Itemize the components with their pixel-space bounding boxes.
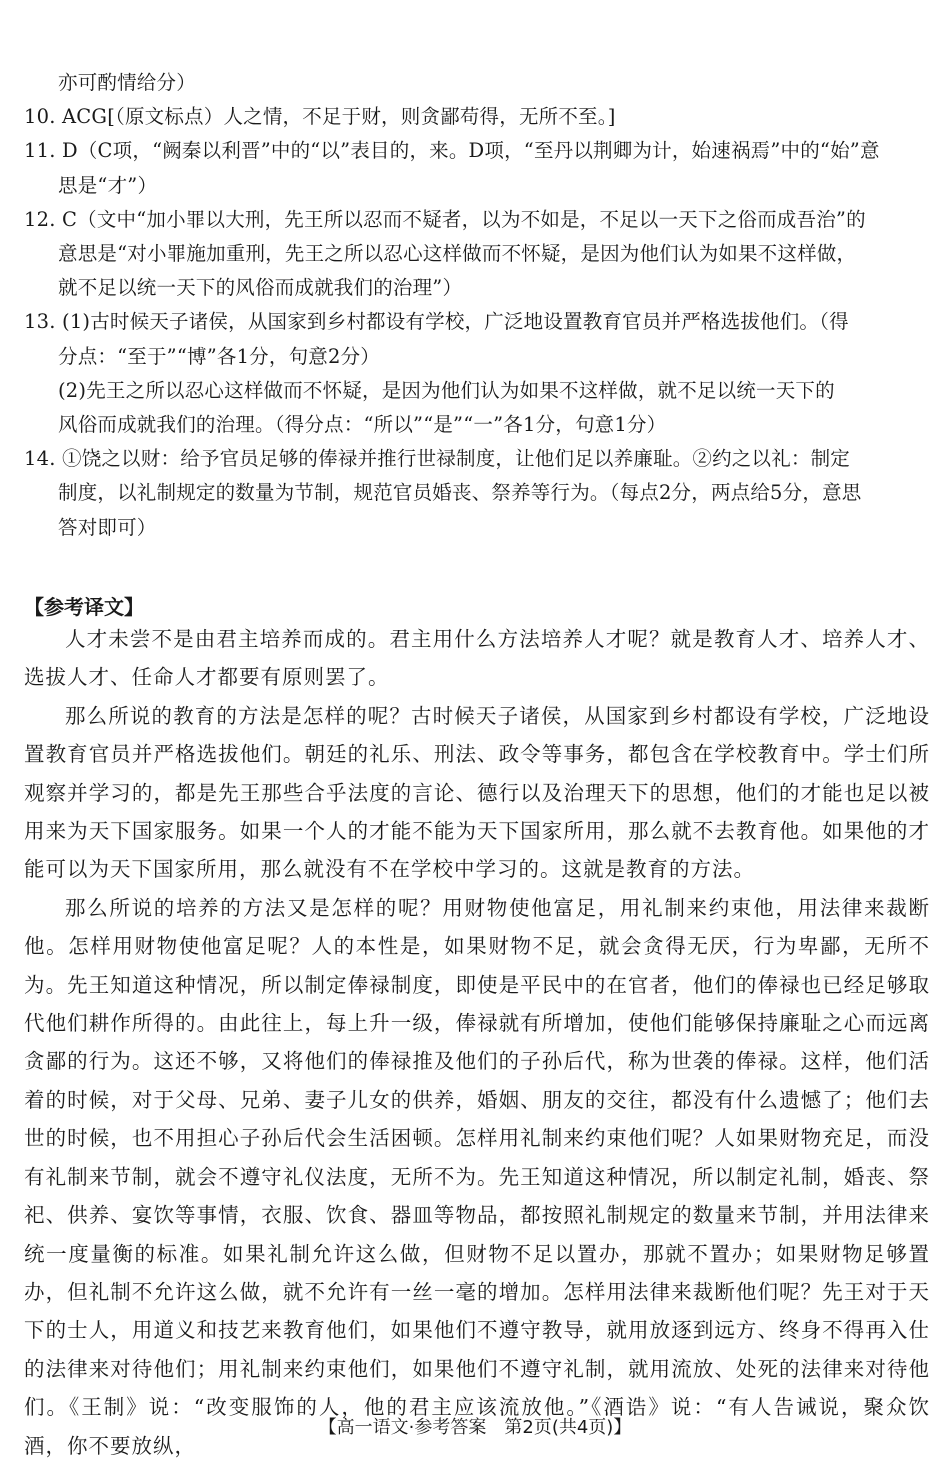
translation-paragraph-2: 那么所说的教育的方法是怎样的呢？古时候天子诸侯，从国家到乡村都设有学校，广泛地设置教育官员并严格选拔他们。朝廷的礼乐、刑法、政令等事务，都包含在学校教育中。学士们所观察并学习的，都是先王那些合乎法度的言论、德行以及治理天下的思想，他们的才能也足以被用来为天下国家服务。如果一个人的才能不能为天下国家所用，那么就不去教育他。如果他的才能可以为天下国家所用，那么就没有不在学校中学习的。这就是教育的方法。 bbox=[24, 703, 930, 882]
answer-14-line-1: 14. ①饶之以财：给予官员足够的俸禄并推行世禄制度，让他们足以养廉耻。②约之以礼：制定 bbox=[24, 447, 851, 471]
answer-list bbox=[24, 66, 930, 545]
answer-11-line-2: 思是“才”） bbox=[58, 173, 158, 197]
translation-paragraph-3: 那么所说的培养的方法又是怎样的呢？用财物使他富足，用礼制来约束他，用法律来裁断他。怎样用财物使他富足呢？人的本性是，如果财物不足，就会贪得无厌，行为卑鄙，无所不为。先王知道这种情况，所以制定俸禄制度，即使是平民中的在官者，他们的俸禄也已经足够取代他们耕作所得的。由此往上，每上升一级，俸禄就有所增加，使他们能够保持廉耻之心而远离贪鄙的行为。这还不够，又将他们的俸禄推及他们的子孙后代，称为世袭的俸禄。这样，他们活着的时候，对于父母、兄弟、妻子儿女的供养，婚姻、朋友的交往，都没有什么遗憾了；他们去世的时候，也不用担心子孙后代会生活困顿。怎样用礼制来约束他们呢？人如果财物充足，而没有礼制来节制，就会不遵守礼仪法度，无所不为。先王知道这种情况，所以制定礼制，婚丧、祭祀、供养、宴饮等事情，衣服、饮食、器皿等物品，都按照礼制规定的数量来节制，并用法律来统一度量衡的标准。如果礼制允许这么做，但财物不足以置办，那就不置办；如果财物足够置办，但礼制不允许这么做，就不允许有一丝一毫的增加。怎样用法律来裁断他们呢？先王对于天下的士人，用道义和技艺来教育他们，如果他们不遵守教导，就用放逐到远方、终身不得再入仕的法律来对待他们；用礼制来约束他们，如果他们不遵守礼制，就用流放、处死的法律来对待他们。《王制》说：“改变服饰的人，他的君主应该流放他。”《酒诰》说：“有人告诫说，聚众饮酒，你不要放纵， bbox=[24, 895, 930, 1458]
answer-12-line-3: 就不足以统一天下的风俗而成就我们的治理”） bbox=[58, 276, 463, 300]
answer-11-line-1: 11. D（C项，“阙秦以利晋”中的“以”表目的，来。D项，“至丹以荆卿为计，始速祸焉”中的“始”意 bbox=[24, 139, 880, 163]
translation-paragraph-1: 人才未尝不是由君主培养而成的。君主用什么方法培养人才呢？就是教育人才、培养人才、选拔人才、任命人才都要有原则罢了。 bbox=[24, 627, 930, 690]
translation-heading: 【参考译文】 bbox=[24, 595, 144, 619]
translation-body bbox=[24, 620, 930, 1465]
answer-14-line-3: 答对即可） bbox=[58, 515, 157, 539]
answer-13-line-3: (2)先王之所以忍心这样做而不怀疑，是因为他们认为如果不这样做，就不足以统一天下的 bbox=[58, 378, 835, 402]
answer-12-line-1: 12. C（文中“加小罪以大刑，先王所以忍而不疑者，以为不如是，不足以一天下之俗而成吾治”的 bbox=[24, 207, 866, 231]
answer-13-line-1: 13. (1)古时候天子诸侯，从国家到乡村都设有学校，广泛地设置教育官员并严格选拔他们。（得 bbox=[24, 310, 849, 334]
answer-10: 10. ACG[（原文标点）人之情，不足于财，则贪鄙苟得，无所不至。] bbox=[24, 105, 616, 129]
answer-13-line-2: 分点：“至于”“博”各1分，句意2分） bbox=[58, 344, 380, 368]
page-footer: 【高一语文·参考答案 第2页(共4页)】 bbox=[318, 1417, 632, 1438]
answer-12-line-2: 意思是“对小罪施加重刑，先王之所以忍心这样做而不怀疑，是因为他们认为如果不这样做， bbox=[58, 242, 857, 266]
answer-14-line-2: 制度，以礼制规定的数量为节制，规范官员婚丧、祭养等行为。（每点2分，两点给5分，意思 bbox=[58, 481, 862, 505]
answer-9-tail: 亦可酌情给分） bbox=[58, 71, 196, 94]
answer-13-line-4: 风俗而成就我们的治理。（得分点：“所以”“是”“一”各1分，句意1分） bbox=[58, 413, 667, 437]
